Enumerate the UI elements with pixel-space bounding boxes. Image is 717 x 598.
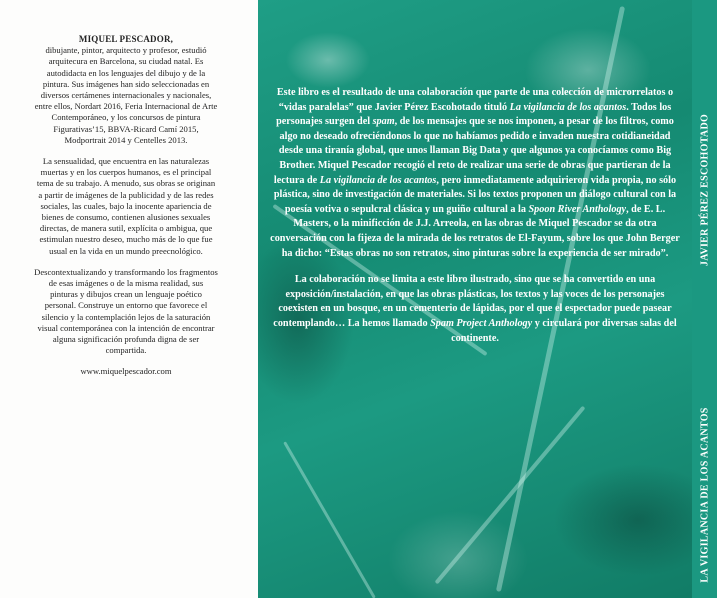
bio-paragraph-3: Descontextualizando y transformando los fragmentos de esas imágenes o de la misma realidad, sus pinturas y dibujos crean un lenguaje poético personal. Construye un entorno que favorece el silencio y la contemplación lejos de la saturación visual contemporánea con la intención de encontrar alguna significación profunda digna de ser compartida. — [34, 266, 218, 356]
author-name: MIQUEL PESCADOR, — [78, 34, 174, 44]
spine-author: JAVIER PÉREZ ESCOHOTADO — [699, 113, 710, 267]
blurb-text: y circulará por diversas salas del continente. — [451, 317, 677, 344]
leaf-vein — [435, 406, 586, 585]
spam-italic: spam — [372, 116, 395, 128]
bio-text-1: dibujante, pintor, arquitecto y profesor, estudió arquitecura en Barcelona, su ciudad natal. Es autodidacta en los lenguajes del dibujo y de la pintura. Sus imágenes han sido seleccionadas en diversos certámenes internacionales y nacionales, entre ellos, Nordart 2016, Feria Internacional de Arte Contemporáneo, y los concursos de pintura Figurativas’15, BBVA-Ricard Camí 2015, Modportrait 2014 y Centelles 2013. — [34, 45, 218, 145]
back-cover — [258, 0, 692, 598]
blurb-text: . Todos los personajes surgen del — [276, 101, 672, 128]
blurb-text: La colaboración no se limita a este libro ilustrado, sino que se ha convertido en una exposición/instalación, en que las obras plásticas, los textos y las voces de los personajes coexisten en un bosque, en un cementerio de lápidas, por el que el espectador puede pasear contemplando… La hemos llamado — [273, 274, 672, 329]
book-title-italic: La vigilancia de los acantos — [509, 101, 627, 113]
bio-paragraph-2: La sensualidad, que encuentra en las naturalezas muertas y en los cuerpos humanos, es el principal tema de su trabajo. A menudo, sus obras se originan a partir de imágenes de la publicidad y de las redes sociales, las cuales, bajo la inocente apariencia de bienes de consumo, contienen alusiones sexuales directas, de manera sutil, explícita o ambigua, que estimulan nuestro deseo, mucho más de lo que fue usual en la vida en un mundo preecnológico. — [36, 156, 216, 256]
bio-paragraph-1 — [34, 34, 218, 146]
author-flap — [0, 0, 258, 598]
website-link[interactable]: www.miquelpescador.com — [80, 366, 172, 377]
project-title-italic: Spam Project Anthology — [430, 317, 533, 329]
blurb-text: Este libro es el resultado de una colaboración que parte de una colección de microrrelatos o “vidas paralelas” que Javier Pérez Escohotado tituló — [276, 87, 674, 113]
leaf-vein — [283, 441, 376, 598]
blurb-paragraph-2 — [268, 273, 682, 346]
spine-title: LA VIGILANCIA DE LOS ACANTOS — [699, 407, 710, 583]
author-bio — [34, 34, 218, 388]
blurb-text: , de E. L. Masters, o la minificción de J.J. Arreola, en las obras de Miquel Pescador se da otra conversación con la fijeza de la mirada de los retratos de El-Fayum, sobre los que John Berger ha dicho: “Estas obras no son retratos, sino pinturas sobre la experiencia de ser mirado”. — [270, 203, 680, 259]
book-spine — [692, 0, 717, 598]
book-title-italic: La vigilancia de los acantos — [319, 174, 437, 186]
blurb-text: , de los mensajes que se nos imponen, a pesar de los filtros, como algo no deseado ofreciéndonos lo que no habíamos pedido e invaden nuestra cotidianeidad desde una tiranía global, que unos llaman Big Data y que algunos ya conocíamos como Big Brother. Miquel Pescador recogió el reto de realizar una serie de obras que partieran de la lectura de — [273, 116, 674, 186]
blurb-text: , pero inmediatamente adquirieron vida propia, no sólo plástica, sino de investigación de materiales. Si los textos proponen un diálogo cultural con la poesía votiva o sepulcral clásica y un guiño cultural a la — [273, 174, 677, 215]
back-cover-blurb — [268, 86, 682, 358]
blurb-paragraph-1 — [268, 86, 682, 261]
spoon-river-italic: Spoon River Anthology — [528, 203, 627, 215]
